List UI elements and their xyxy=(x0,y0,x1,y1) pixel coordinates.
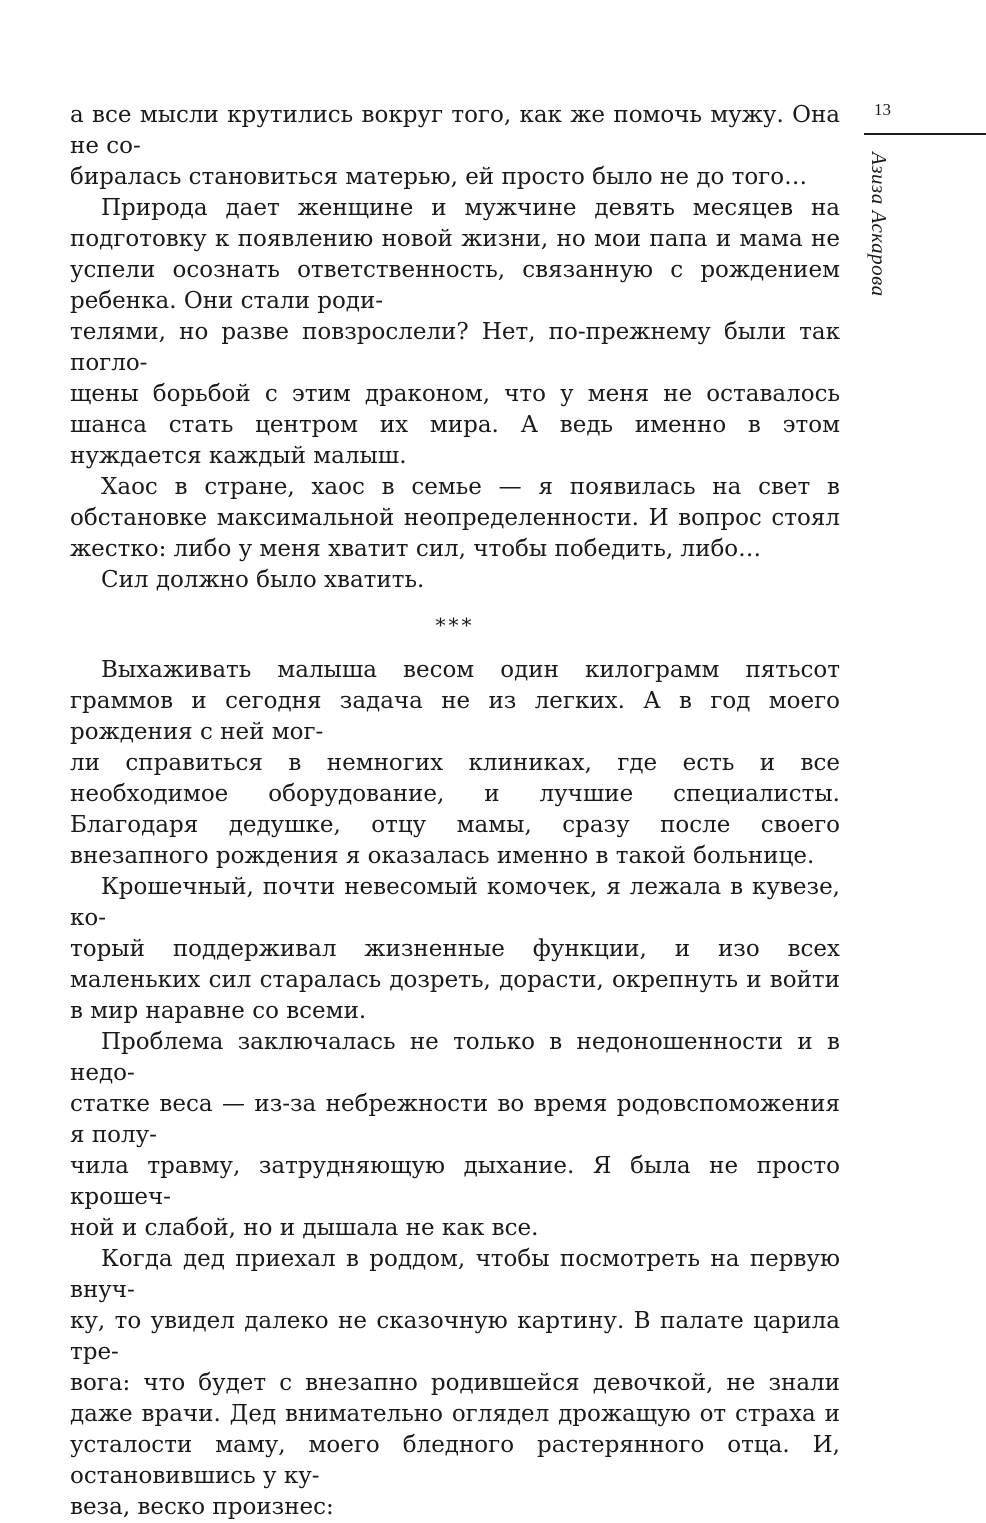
text-column xyxy=(70,100,840,1523)
section-separator: *** xyxy=(435,613,475,637)
page-number: 13 xyxy=(874,100,891,119)
paragraph-8: Когда дед приехал в роддом, чтобы посмотреть на первую внуч- ку, то увидел далеко не сказочную картину. В палате царила тре- вога: что будет с внезапно родившейся девочкой, не знали даже врачи. Дед внимательно оглядел дрожащую от страха и усталости маму, моего бледного растерянного отца. И, остановившись у ку- веза, веско произнес: xyxy=(70,1246,840,1520)
paragraph-2: Природа дает женщине и мужчине девять месяцев на подготовку к появлению новой жизни, но мои папа и мама не успели осознать ответственность, связанную с рождением ребенка. Они стали роди- телями, но разве повзрослели? Нет, по-прежнему были так погло- щены борьбой с этим драконом, что у меня не оставалось шанса стать центром их мира. А ведь именно в этом нуждается каждый малыш. xyxy=(70,195,840,469)
paragraph-6: Крошечный, почти невесомый комочек, я лежала в кувезе, ко- торый поддерживал жизненные функции, и изо всех маленьких сил старалась дозреть, дорасти, окрепнуть и войти в мир наравне со всеми. xyxy=(70,874,840,1024)
paragraph-3: Хаос в стране, хаос в семье — я появилась на свет в обстановке максимальной неопределенности. И вопрос стоял жестко: либо у меня хватит сил, чтобы победить, либо… xyxy=(70,474,840,562)
paragraph-4: Сил должно было хватить. xyxy=(101,567,425,593)
header-rule xyxy=(864,133,986,135)
running-head-author: Азиза Аскарова xyxy=(867,152,891,297)
paragraph-7: Проблема заключалась не только в недоношенности и в недо- статке веса — из-за небрежности во время родовспоможения я полу- чила травму, затрудняющую дыхание. Я была не просто крошеч- ной и слабой, но и дышала не как все. xyxy=(70,1029,840,1241)
paragraph-1: а все мысли крутились вокруг того, как же помочь мужу. Она не со- биралась становиться матерью, ей просто было не до того… xyxy=(70,102,840,190)
paragraph-5: Выхаживать малыша весом один килограмм пятьсот граммов и сегодня задача не из легких. А в год моего рождения с ней мог- ли справиться в немногих клиниках, где есть и все необходимое оборудование, и лучшие специалисты. Благодаря дедушке, отцу мамы, сразу после своего внезапного рождения я оказалась именно в такой больнице. xyxy=(70,657,840,869)
